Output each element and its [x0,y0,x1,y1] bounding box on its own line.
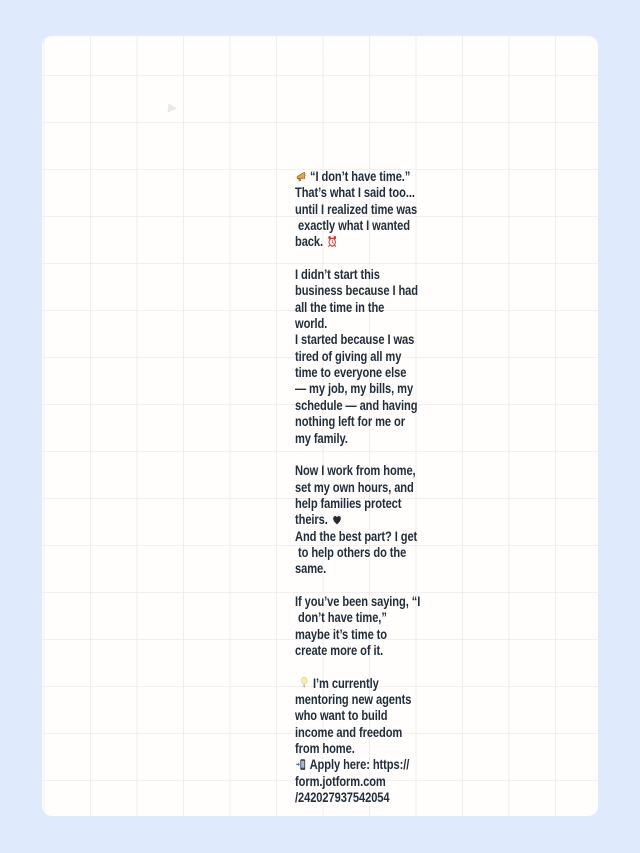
post-line: nothing left for me or [295,413,405,430]
post-line: same. [295,560,327,577]
post-line: create more of it. [295,641,384,658]
post-text [295,168,455,805]
post-line: schedule — and having [295,396,418,413]
post-line: income and freedom [295,723,403,740]
post-line: help families protect [295,494,402,511]
post-line: I’m currently [295,675,455,691]
post-line: I didn’t start this [295,266,380,283]
post-line: who want to build [295,707,388,724]
post-line: all the time in the [295,298,385,315]
post-line: don’t have time,” [295,609,387,626]
post-line [295,446,455,462]
alarm-clock-icon [326,235,338,248]
post-line: world. [295,315,328,332]
megaphone-icon [295,170,307,183]
post-line: I started because I was [295,331,415,348]
post-line: my family. [295,429,348,446]
post-line: Now I work from home, [295,462,416,479]
apply-link-line[interactable]: Apply here: https:// [295,756,455,772]
post-line: That’s what I said too... [295,184,415,201]
post-line: — my job, my bills, my [295,380,414,397]
post-line: mentoring new agents [295,691,412,707]
apply-link-line[interactable]: /242027937542054 [295,789,390,806]
post-line [295,577,455,593]
post-line: “I don’t have time.” [295,168,455,184]
post-line: to help others do the [295,543,407,560]
post-line: If you’ve been saying, “I [295,592,421,609]
post-line: theirs. [295,511,455,527]
black-heart-icon [331,513,343,526]
post-line [295,250,455,266]
post-line [295,658,455,674]
cursor-artifact-icon [167,103,177,113]
post-line: tired of giving all my [295,347,402,364]
post-card [42,36,598,816]
post-line: from home. [295,740,355,757]
light-bulb-icon [298,676,310,689]
apply-link-line[interactable]: form.jotform.com [295,772,386,789]
post-line: back. [295,233,455,249]
post-line: set my own hours, and [295,478,414,495]
post-line: time to everyone else [295,364,407,381]
post-line: exactly what I wanted [295,217,410,234]
post-line: maybe it’s time to [295,625,388,642]
post-line: until I realized time was [295,200,418,217]
post-line: And the best part? I get [295,527,418,544]
post-line: business because I had [295,282,418,299]
phone-arrow-icon [295,758,307,771]
